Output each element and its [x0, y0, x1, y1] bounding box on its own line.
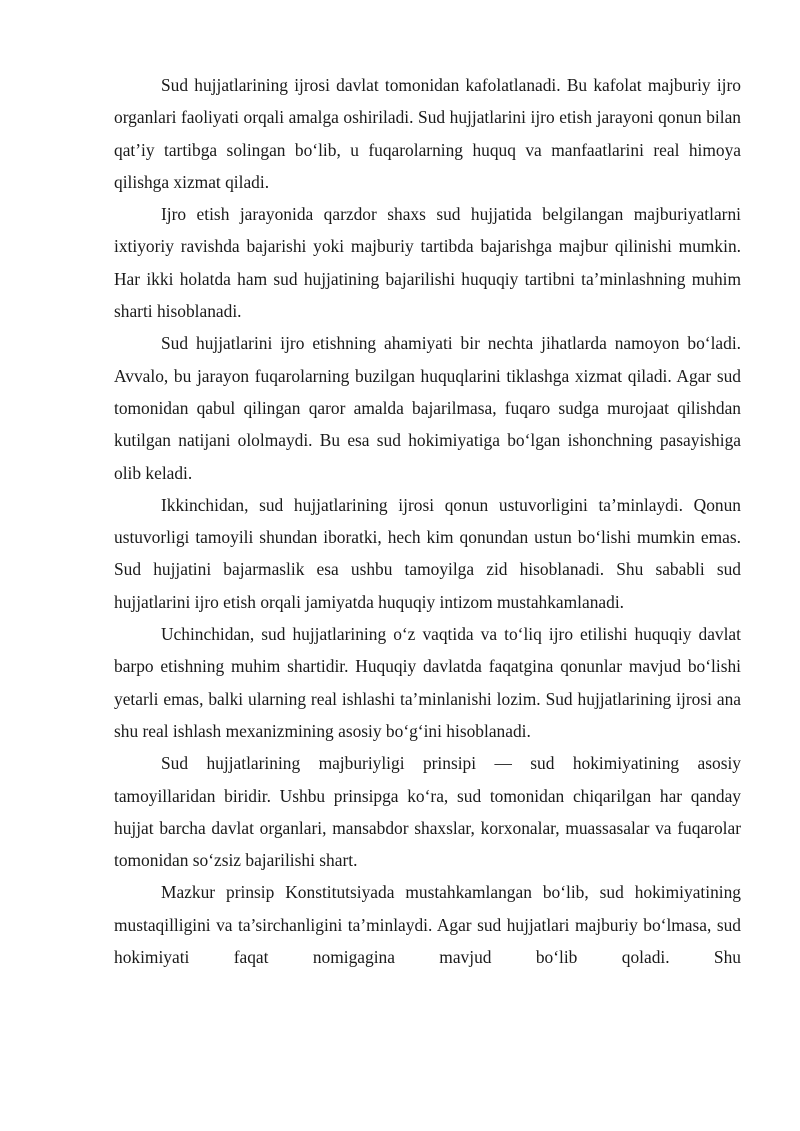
paragraph: Mazkur prinsip Konstitutsiyada mustahkamlangan bo‘lib, sud hokimiyatining mustaqilligini va ta’sirchanligini ta’minlaydi. Agar sud hujjatlari majburiy bo‘lmasa, sud hokimiyati faqat nomigagina mavjud bo‘lib qoladi. Shu [114, 882, 741, 968]
paragraph: Ijro etish jarayonida qarzdor shaxs sud hujjatida belgilangan majburiyatlarni ixtiyoriy ravishda bajarishi yoki majburiy tartibda bajarishga majbur qilinishi mumkin. Har ikki holatda ham sud hujjatining bajarilishi huquqiy tartibni ta’minlashning muhim sharti hisoblanadi. [114, 204, 741, 322]
paragraph: Ikkinchidan, sud hujjatlarining ijrosi qonun ustuvorligini ta’minlaydi. Qonun ustuvorligi tamoyili shundan iboratki, hech kim qonundan ustun bo‘lishi mumkin emas. Sud hujjatini bajarmaslik esa ushbu tamoyilga zid hisoblanadi. Shu sababli sud hujjatlarini ijro etish orqali jamiyatda huquqiy intizom mustahkamlanadi. [114, 494, 741, 612]
paragraph: Sud hujjatlarini ijro etishning ahamiyati bir nechta jihatlarda namoyon bo‘ladi. Avvalo, bu jarayon fuqarolarning buzilgan huquqlarini tiklashga xizmat qiladi. Agar sud tomonidan qabul qilingan qaror amalda bajarilmasa, fuqaro sudga murojaat qilishdan kutilgan natijani ololmaydi. Bu esa sud hokimiyatiga bo‘lgan ishonchning pasayishiga olib keladi. [114, 333, 741, 483]
document-body [114, 69, 741, 973]
paragraph: Sud hujjatlarining ijrosi davlat tomonidan kafolatlanadi. Bu kafolat majburiy ijro organlari faoliyati orqali amalga oshiriladi. Sud hujjatlarini ijro etish jarayoni qonun bilan qat’iy tartibga solingan bo‘lib, u fuqarolarning huquq va manfaatlarini real himoya qilishga xizmat qiladi. [114, 75, 741, 192]
paragraph: Sud hujjatlarining majburiyligi prinsipi — sud hokimiyatining asosiy tamoyillaridan biridir. Ushbu prinsipga ko‘ra, sud tomonidan chiqarilgan har qanday hujjat barcha davlat organlari, mansabdor shaxslar, korxonalar, muassasalar va fuqarolar tomonidan so‘zsiz bajarilishi shart. [114, 753, 741, 871]
paragraph: Uchinchidan, sud hujjatlarining o‘z vaqtida va to‘liq ijro etilishi huquqiy davlat barpo etishning muhim shartidir. Huquqiy davlatda faqatgina qonunlar mavjud bo‘lishi yetarli emas, balki ularning real ishlashi ta’minlanishi lozim. Sud hujjatlarining ijrosi ana shu real ishlash mexanizmining asosiy bo‘g‘ini hisoblanadi. [114, 624, 741, 741]
